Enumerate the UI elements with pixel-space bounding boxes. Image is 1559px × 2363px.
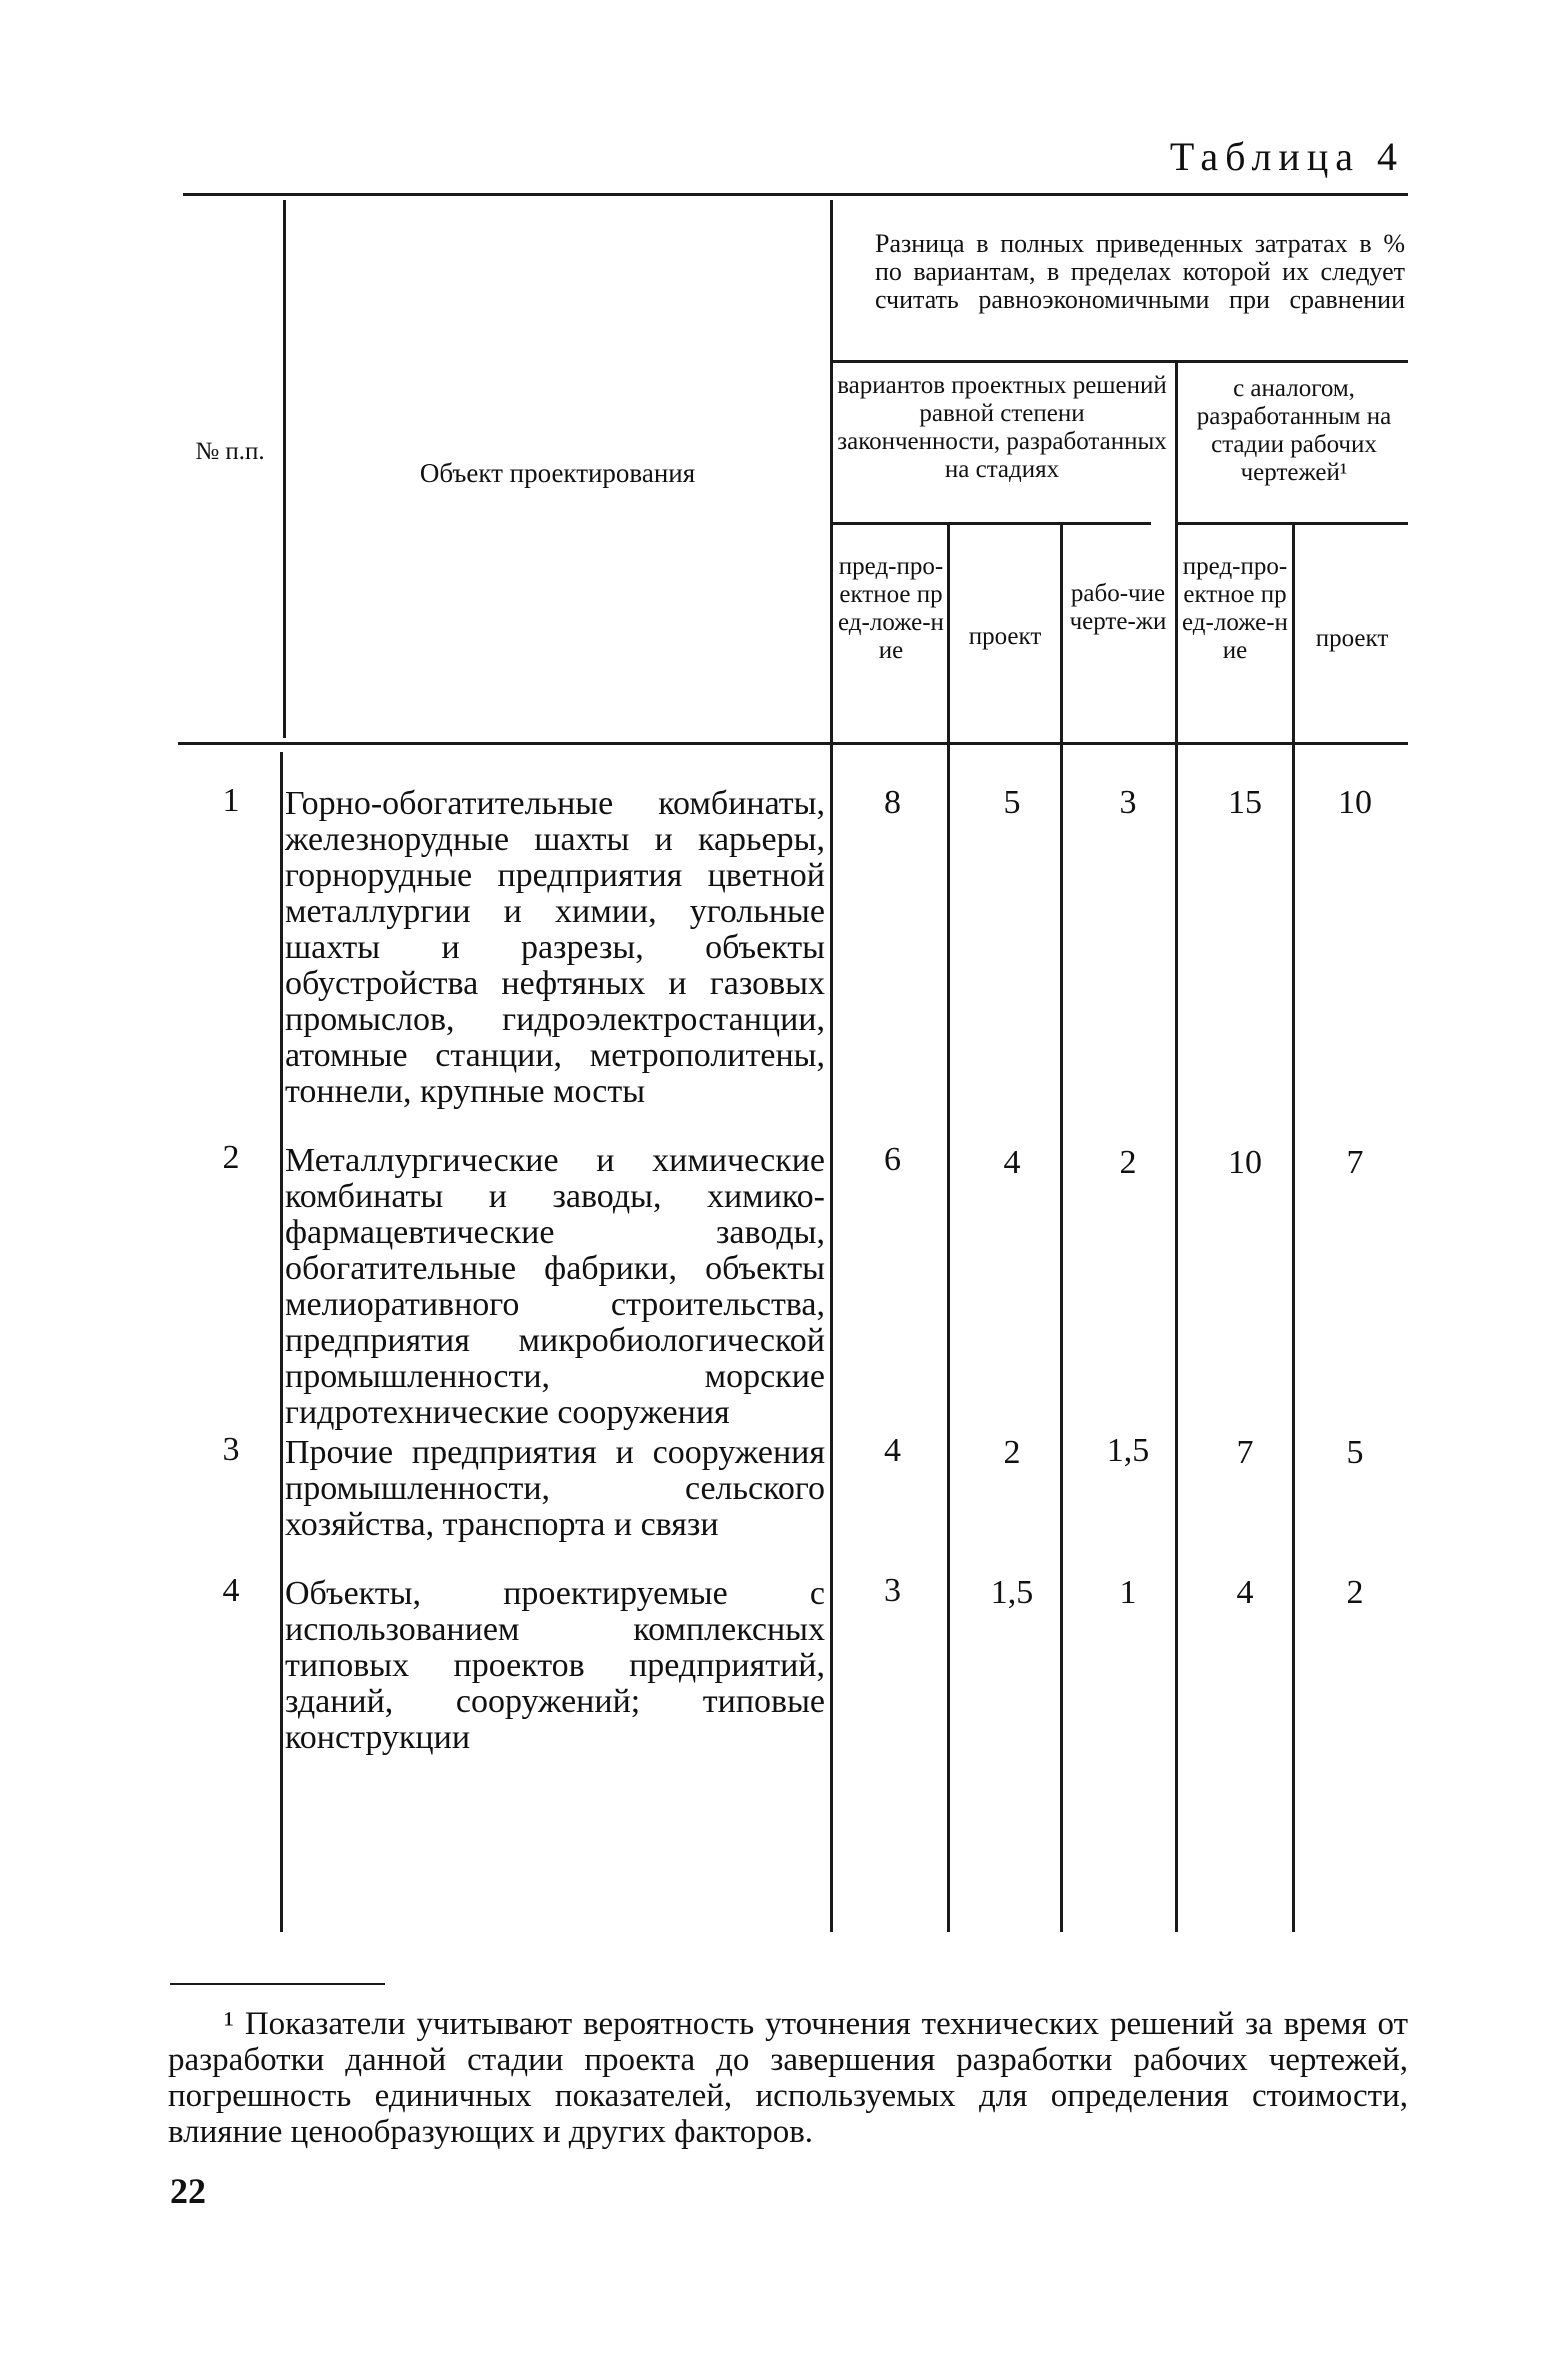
col-sep-num <box>283 200 286 738</box>
row-2-object: Металлургические и химические комбинаты и заводы, химико-фармацевтические заводы, обогатительные фабрики, объекты мелиоративного строительства, предприятия микробиологической промышленности, морские гидротехнические сооружения <box>285 1142 825 1431</box>
subheader-a2: проект <box>1315 625 1389 652</box>
row-3-value-2: 2 <box>1003 1434 1021 1471</box>
col-sep-object <box>830 200 833 1932</box>
header-group-analog: с аналогом, разработанным на стадии рабочих чертежей¹ <box>1196 375 1392 486</box>
row-3-value-5: 5 <box>1346 1434 1364 1471</box>
subheader-a1: пред-про-ектное пред-ложе-ние <box>1182 553 1288 664</box>
row-1-num: 1 <box>222 782 240 819</box>
footnote-rule <box>170 1983 385 1985</box>
row-3-value-4: 7 <box>1236 1434 1254 1471</box>
row-1-value-5: 10 <box>1338 784 1372 821</box>
subheader-v1: пред-про-ектное пред-ложе-ние <box>838 553 944 664</box>
row-2-value-2: 4 <box>1003 1144 1021 1181</box>
row-1-value-1: 8 <box>884 784 901 821</box>
subheader-v3: рабо-чие черте-жи <box>1069 580 1167 635</box>
row-4-value-5: 2 <box>1346 1574 1364 1611</box>
row-1-value-4: 15 <box>1228 784 1262 821</box>
col-sep-num-body <box>280 752 283 1932</box>
subgroup-rule-left <box>833 522 1151 525</box>
header-object: Объект проектирования <box>419 458 696 488</box>
col-sep-c1 <box>947 525 950 1932</box>
row-3-object: Прочие предприятия и сооружения промышленности, сельского хозяйства, транспорта и связи <box>285 1434 825 1543</box>
row-4-value-2: 1,5 <box>990 1574 1034 1611</box>
group-rule <box>833 360 1408 363</box>
row-4-value-4: 4 <box>1236 1574 1254 1611</box>
row-1-object: Горно-обогатительные комбинаты, железнорудные шахты и карьеры, горнорудные предприятия цветной металлургии и химии, угольные шахты и разрезы, объекты обустройства нефтяных и газовых промыслов, гидроэлектростанции, атомные станции, метрополитены, тоннели, крупные мосты <box>285 785 825 1110</box>
table-top-rule <box>183 193 1408 196</box>
table-title: Таблица 4 <box>1169 134 1404 179</box>
col-sep-c4 <box>1292 525 1295 1932</box>
row-3-num: 3 <box>222 1431 240 1468</box>
header-bottom-rule <box>178 742 1408 745</box>
row-2-value-1: 6 <box>884 1141 901 1178</box>
row-1-value-2: 5 <box>1003 784 1021 821</box>
footnote: ¹ Показатели учитывают вероятность уточнения технических решений за время от разработки данной стадии проекта до завершения разработки рабочих чертежей, погрешность единичных показателей, используемых для определения стоимости, влияние ценообразующих и других факторов. <box>168 2006 1408 2150</box>
row-2-value-5: 7 <box>1346 1144 1364 1181</box>
row-2-value-3: 2 <box>1119 1144 1137 1181</box>
row-3-value-3: 1,5 <box>1106 1432 1150 1469</box>
row-4-value-3: 1 <box>1119 1574 1137 1611</box>
subheader-v2: проект <box>968 623 1042 650</box>
page-number: 22 <box>170 2171 206 2211</box>
row-4-num: 4 <box>222 1572 240 1609</box>
row-2-num: 2 <box>222 1139 240 1176</box>
header-difference: Разница в полных приведенных затратах в % по вариантам, в пределах которой их следует считать равноэкономичными при сравнении <box>875 229 1405 314</box>
row-1-value-3: 3 <box>1119 784 1137 821</box>
row-3-value-1: 4 <box>884 1432 901 1469</box>
row-4-object: Объекты, проектируемые с использованием комплексных типовых проектов предприятий, зданий, сооружений; типовые конструкции <box>285 1575 825 1756</box>
header-group-variants: вариантов проектных решений равной степени законченности, разработанных на стадиях <box>837 372 1167 483</box>
header-num: № п.п. <box>195 438 265 465</box>
row-2-value-4: 10 <box>1228 1144 1262 1181</box>
row-4-value-1: 3 <box>884 1572 901 1609</box>
col-sep-c2 <box>1060 525 1063 1932</box>
